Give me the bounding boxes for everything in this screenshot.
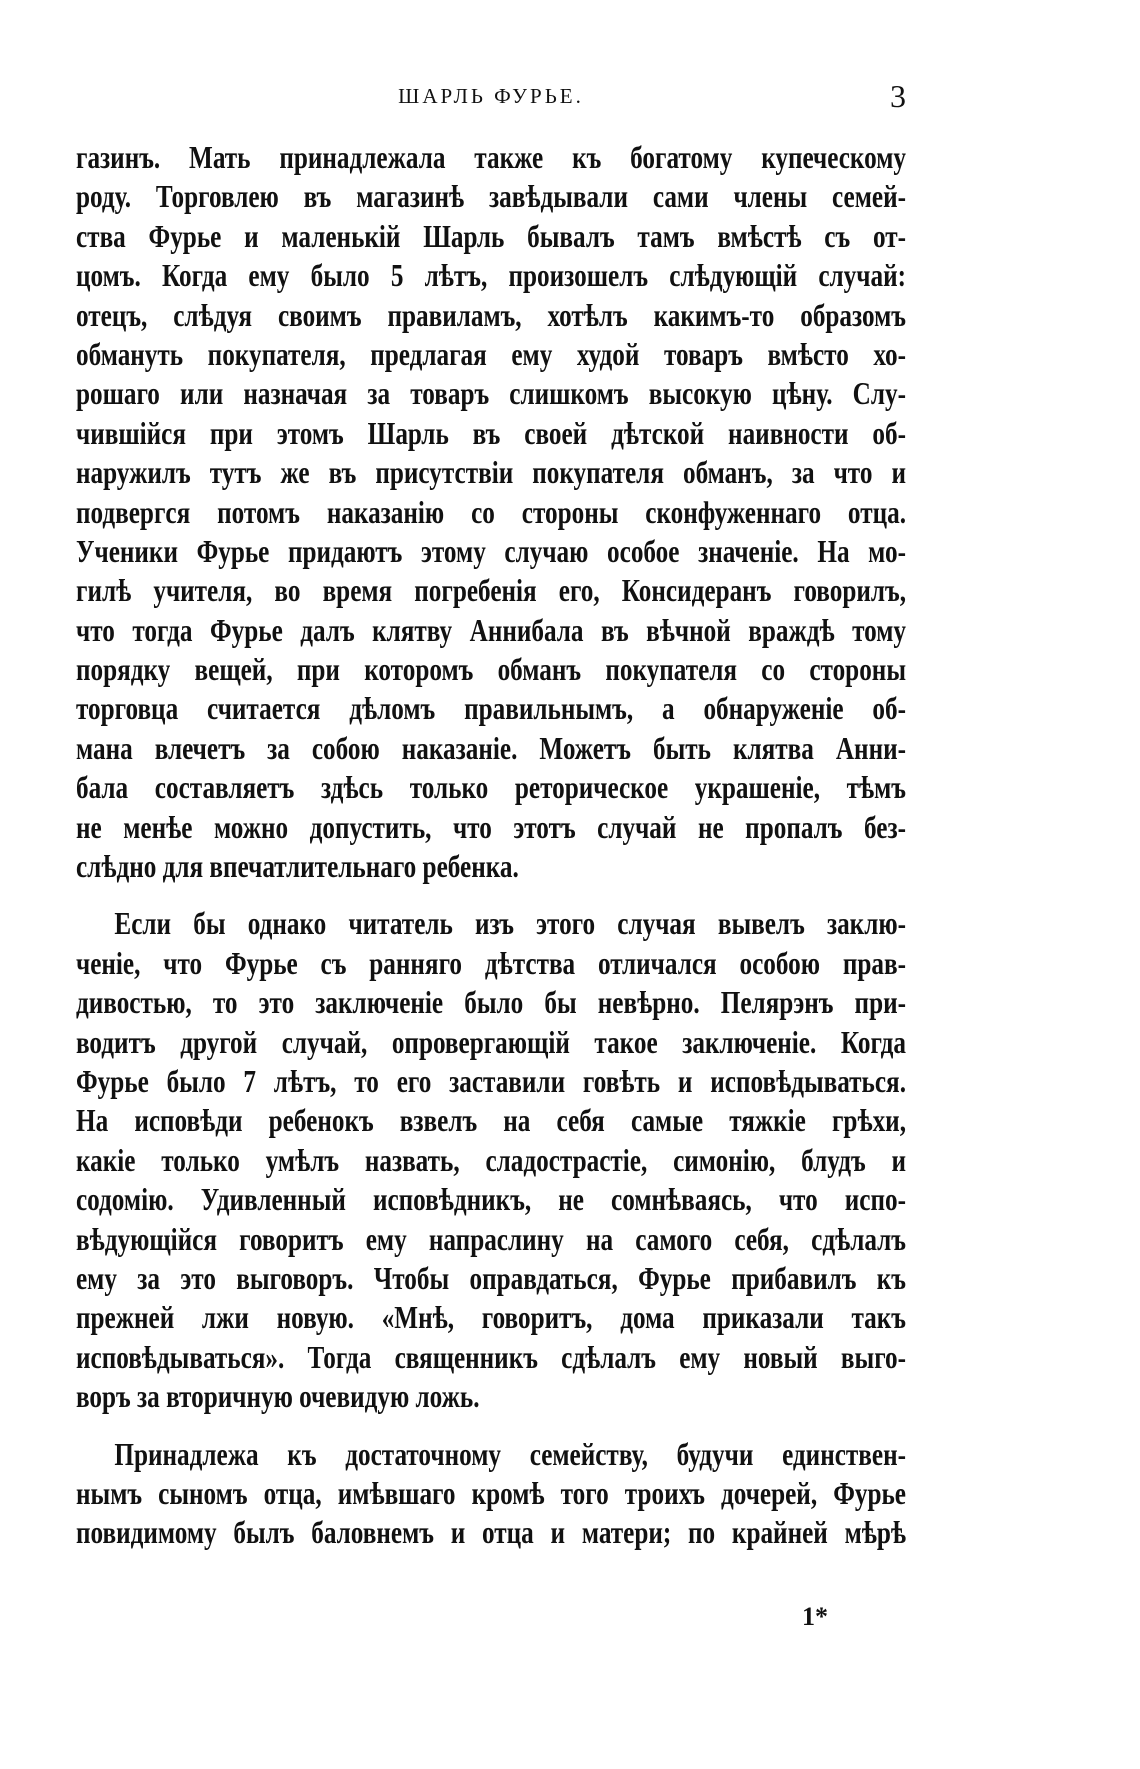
text-line: торговца считается дѣломъ правильнымъ, а обнаруженіе об- bbox=[76, 691, 906, 727]
text-line: порядку вещей, при которомъ обманъ покупателя со стороны bbox=[76, 652, 906, 688]
text-line: На исповѣди ребенокъ взвелъ на себя самые тяжкіе грѣхи, bbox=[76, 1103, 906, 1139]
text-line: Принадлежа къ достаточному семейству, будучи единствен- bbox=[114, 1436, 906, 1472]
text-line: чившійся при этомъ Шарль въ своей дѣтской наивности об- bbox=[76, 415, 906, 451]
text-line: слѣдно для впечатлительнаго ребенка. bbox=[76, 849, 519, 885]
text-line: прежней лжи новую. «Мнѣ, говоритъ, дома приказали такъ bbox=[76, 1300, 906, 1336]
text-line: водитъ другой случай, опровергающій такое заключеніе. Когда bbox=[76, 1024, 906, 1060]
text-line: не менѣе можно допустить, что этотъ случай не пропалъ без- bbox=[76, 809, 906, 845]
text-line: нымъ сыномъ отца, имѣвшаго кромѣ того троихъ дочерей, Фурье bbox=[76, 1475, 906, 1511]
text-line: дивостью, то это заключеніе было бы невѣрно. Пелярэнъ при- bbox=[76, 985, 906, 1021]
text-line: роду. Торговлею въ магазинѣ завѣдывали сами члены семей- bbox=[76, 179, 906, 215]
running-head bbox=[76, 78, 906, 118]
text-line: Фурье было 7 лѣтъ, то его заставили говѣть и исповѣдываться. bbox=[76, 1063, 906, 1099]
body-text bbox=[76, 138, 906, 1553]
text-line: бала составляетъ здѣсь только реторическое украшеніе, тѣмъ bbox=[76, 770, 906, 806]
text-line: цомъ. Когда ему было 5 лѣтъ, произошелъ слѣдующій случай: bbox=[76, 258, 906, 294]
running-title: ШАРЛЬ ФУРЬЕ. bbox=[398, 84, 584, 108]
text-line: ему за это выговоръ. Чтобы оправдаться, Фурье прибавилъ къ bbox=[76, 1260, 906, 1296]
text-line: что тогда Фурье далъ клятву Аннибала въ вѣчной враждѣ тому bbox=[76, 612, 906, 648]
text-line: какіе только умѣлъ назвать, сладострастіе, симонію, блудъ и bbox=[76, 1142, 906, 1178]
page-number: 3 bbox=[890, 78, 906, 114]
text-line: Если бы однако читатель изъ этого случая вывелъ заклю- bbox=[114, 906, 906, 942]
text-line: гилѣ учителя, во время погребенія его, Консидеранъ говорилъ, bbox=[76, 573, 906, 609]
text-line: наружилъ тутъ же въ присутствіи покупателя обманъ, за что и bbox=[76, 455, 906, 491]
text-line: исповѣдываться». Тогда священникъ сдѣлалъ ему новый выго- bbox=[76, 1339, 906, 1375]
text-line: мана влечетъ за собою наказаніе. Можетъ быть клятва Анни- bbox=[76, 730, 906, 766]
text-line: Ученики Фурье придаютъ этому случаю особое значеніе. На мо- bbox=[76, 533, 906, 569]
text-line: ства Фурье и маленькій Шарль бывалъ тамъ вмѣстѣ съ от- bbox=[76, 218, 906, 254]
text-line: рошаго или назначая за товаръ слишкомъ высокую цѣну. Слу- bbox=[76, 376, 906, 412]
signature-mark: 1* bbox=[802, 1602, 828, 1631]
text-line: повидимому былъ баловнемъ и отца и матери; по крайней мѣрѣ bbox=[76, 1515, 906, 1551]
text-line: подвергся потомъ наказанію со стороны сконфуженнаго отца. bbox=[76, 494, 906, 530]
text-line: отецъ, слѣдуя своимъ правиламъ, хотѣлъ какимъ-то образомъ bbox=[76, 297, 906, 333]
text-line: ченіе, что Фурье съ ранняго дѣтства отличался особою прав- bbox=[76, 945, 906, 981]
paragraph-gap bbox=[76, 1417, 906, 1435]
text-line: воръ за вторичную очевидую ложь. bbox=[76, 1379, 480, 1415]
text-line: содомію. Удивленный исповѣдникъ, не сомнѣваясь, что испо- bbox=[76, 1182, 906, 1218]
text-line: обмануть покупателя, предлагая ему худой товаръ вмѣсто хо- bbox=[76, 336, 906, 372]
text-line: газинъ. Мать принадлежала также къ богатому купеческому bbox=[76, 140, 906, 175]
paragraph-gap bbox=[76, 886, 906, 904]
text-line: вѣдующійся говоритъ ему напраслину на самого себя, сдѣлалъ bbox=[76, 1221, 906, 1257]
